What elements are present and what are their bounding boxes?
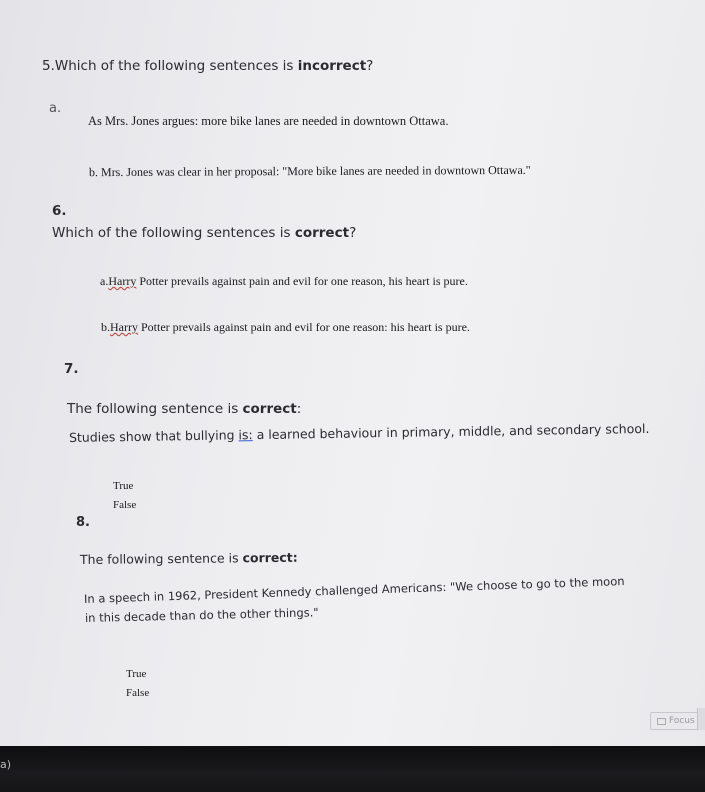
q5-heading-text: 5.Which of the following sentences is xyxy=(42,58,298,74)
q7-prompt-bold: correct xyxy=(242,401,297,417)
q6-option-a-letter: a. xyxy=(100,274,109,288)
q6-option-b-text: Potter prevails against pain and evil for one reason: his heart is pure. xyxy=(137,320,470,334)
q6-option-b[interactable] xyxy=(101,320,470,335)
taskbar-edge-label: a) xyxy=(0,758,12,771)
q7-option-false[interactable]: False xyxy=(113,499,137,511)
q7-prompt xyxy=(67,401,301,417)
focus-button-label: Focus xyxy=(669,716,695,726)
q5-option-a-letter: a. xyxy=(49,101,62,116)
q8-number: 8. xyxy=(76,515,90,530)
focus-button[interactable] xyxy=(650,712,702,730)
q6-option-a-spellcheck-word: Harry xyxy=(108,274,137,288)
q8-option-true[interactable]: True xyxy=(126,668,147,680)
window-corner-tab xyxy=(697,708,705,730)
q8-prompt-text: The following sentence is xyxy=(79,550,243,567)
q6-option-a-text: Potter prevails against pain and evil for one reason, his heart is pure. xyxy=(136,274,468,288)
q7-sentence-underlined: is: xyxy=(238,427,253,443)
q5-heading xyxy=(42,58,373,74)
q8-option-false[interactable]: False xyxy=(126,687,150,699)
q6-heading-suffix: ? xyxy=(349,225,357,241)
q6-number: 6. xyxy=(52,203,67,219)
q5-heading-suffix: ? xyxy=(366,58,374,74)
q6-option-a[interactable] xyxy=(100,274,468,289)
q5-option-a[interactable]: As Mrs. Jones argues: more bike lanes are needed in downtown Ottawa. xyxy=(88,114,449,128)
q7-sentence xyxy=(69,421,650,445)
q8-sentence-line-2: in this decade than do the other things." xyxy=(84,605,319,625)
q6-option-b-spellcheck-word: Harry xyxy=(110,320,138,334)
q8-prompt xyxy=(80,550,298,567)
q7-number: 7. xyxy=(64,361,79,377)
q7-prompt-suffix: : xyxy=(296,401,302,417)
q6-heading-bold: correct xyxy=(294,225,350,241)
q8-prompt-bold: correct: xyxy=(242,549,298,566)
q7-sentence-rest: a learned behaviour in primary, middle, and secondary school. xyxy=(252,420,650,443)
q6-heading xyxy=(52,225,356,241)
monitor-bezel xyxy=(0,746,705,792)
q8-sentence-line-1: In a speech in 1962, President Kennedy challenged Americans: "We choose to go to the moon xyxy=(83,574,625,606)
focus-icon xyxy=(657,718,666,725)
q7-option-true[interactable]: True xyxy=(113,480,134,492)
q6-option-b-letter: b. xyxy=(101,320,110,334)
q7-prompt-text: The following sentence is xyxy=(67,401,243,417)
q6-heading-text: Which of the following sentences is xyxy=(52,225,295,241)
q5-heading-bold: incorrect xyxy=(297,58,367,74)
q7-sentence-text: Studies show that bullying xyxy=(68,427,239,445)
q5-option-b[interactable]: b. Mrs. Jones was clear in her proposal: "More bike lanes are needed in downtown Ottawa." xyxy=(88,162,531,180)
